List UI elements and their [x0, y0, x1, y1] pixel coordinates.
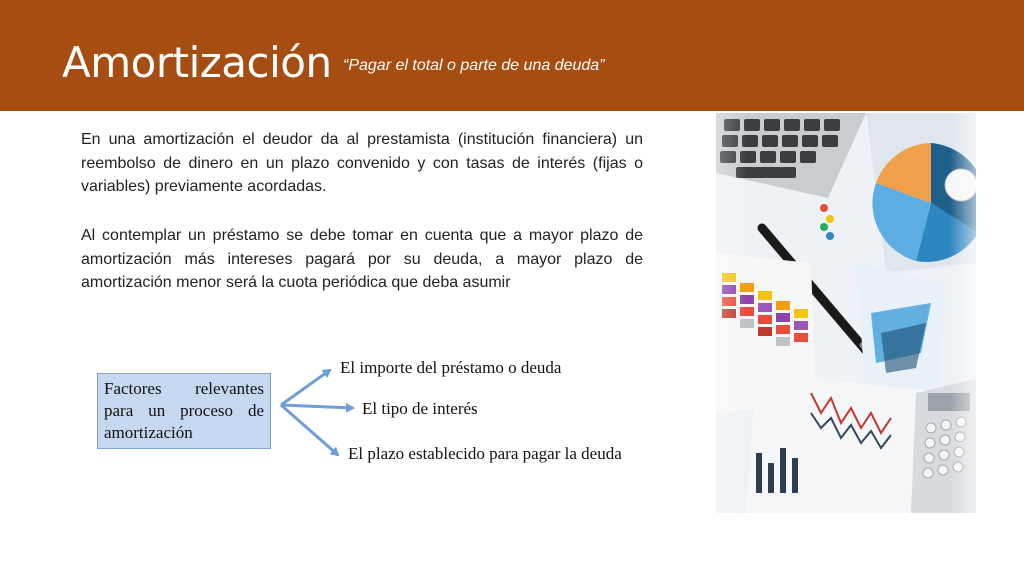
arrow-to-tipo: [281, 405, 353, 408]
finance-desk-photo-icon: [716, 113, 976, 513]
paragraph-definition: En una amortización el deudor da al prestamista (institución financiera) un reembolso de dinero en un plazo convenido y con tasas de interés (fijas o variables) previamente acordadas.: [81, 131, 643, 195]
paragraph-considerations: Al contemplar un préstamo se debe tomar en cuenta que a mayor plazo de amortización más intereses pagará por su deuda, a mayor plazo de amortización menor será la cuota periódica que deba asumir: [81, 227, 643, 291]
slide-subtitle: “Pagar el total o parte de una deuda”: [343, 57, 605, 74]
arrow-to-importe: [281, 370, 330, 405]
factor-tipo-interes: El tipo de interés: [362, 399, 478, 418]
factors-box: Factores relevantes para un proceso de amortización: [97, 373, 271, 449]
slide-title: Amortización: [62, 38, 332, 87]
arrow-to-plazo: [281, 405, 338, 455]
factor-plazo: El plazo establecido para pagar la deuda: [348, 444, 622, 463]
factor-importe: El importe del préstamo o deuda: [340, 358, 562, 377]
